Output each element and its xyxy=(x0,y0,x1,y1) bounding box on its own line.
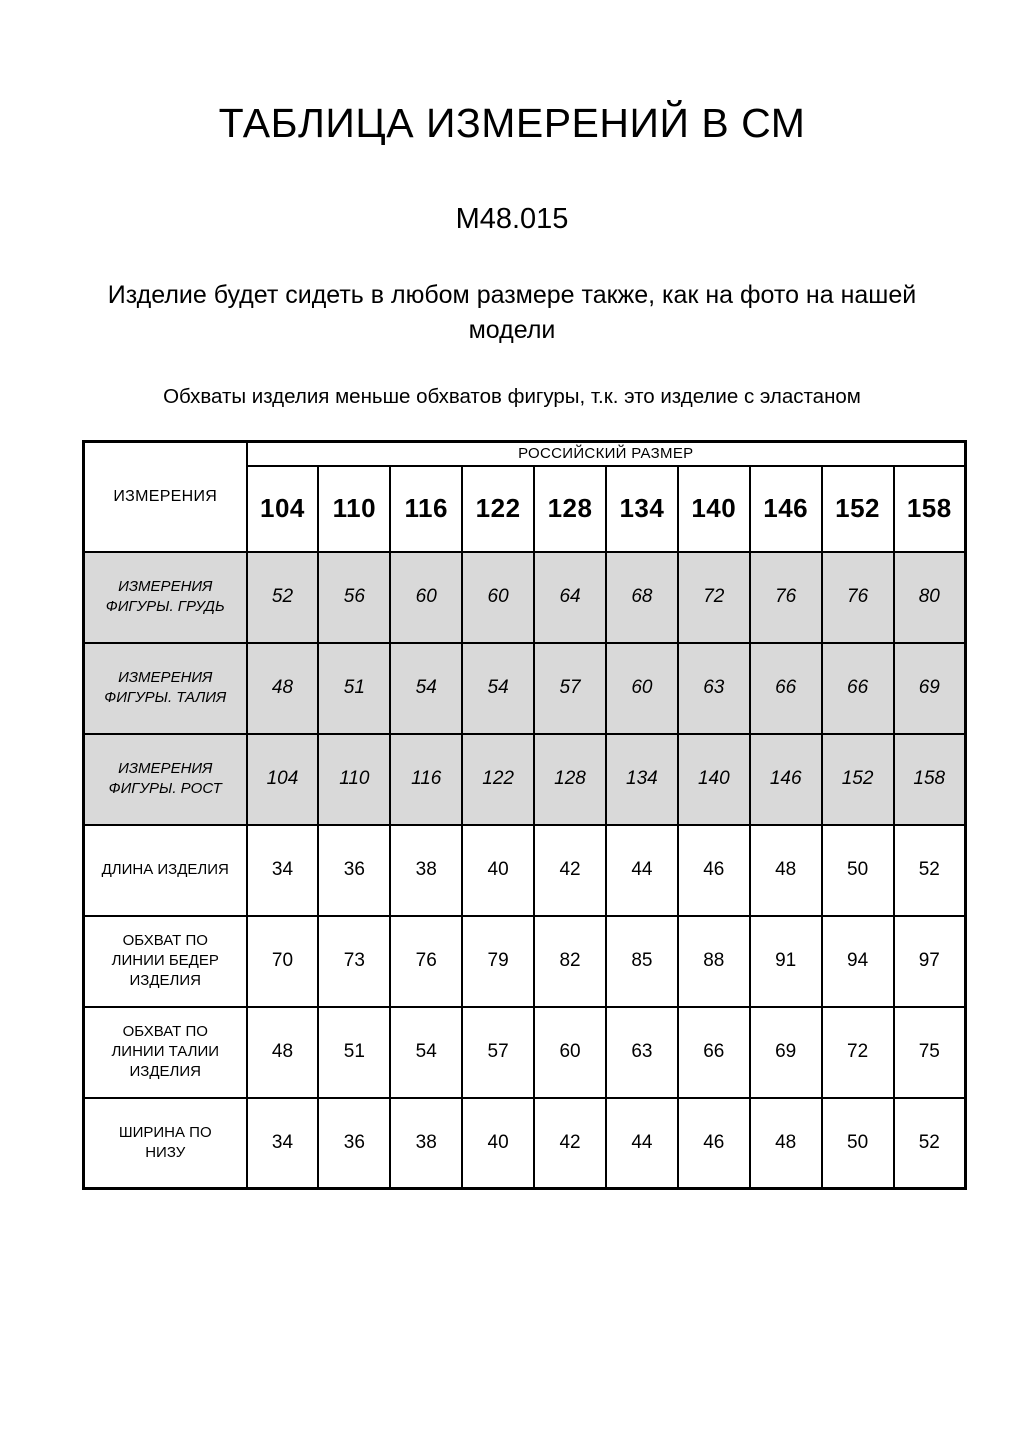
value-cell: 52 xyxy=(894,1098,966,1189)
size-column-header: 140 xyxy=(678,466,750,552)
value-cell: 57 xyxy=(462,1007,534,1098)
page-title: ТАБЛИЦА ИЗМЕРЕНИЙ В СМ xyxy=(218,100,806,146)
size-column-header: 110 xyxy=(318,466,390,552)
value-cell: 34 xyxy=(247,1098,319,1189)
value-cell: 51 xyxy=(318,1007,390,1098)
row-label-line: ИЗДЕЛИЯ xyxy=(129,972,201,990)
row-label-line: ИЗМЕРЕНИЯ xyxy=(118,759,213,777)
value-cell: 36 xyxy=(318,825,390,916)
row-label xyxy=(84,734,247,825)
value-cell: 140 xyxy=(678,734,750,825)
value-cell: 76 xyxy=(390,916,462,1007)
value-cell: 36 xyxy=(318,1098,390,1189)
value-cell: 38 xyxy=(390,1098,462,1189)
value-cell: 40 xyxy=(462,825,534,916)
value-cell: 66 xyxy=(822,643,894,734)
row-label-line: ОБХВАТ ПО xyxy=(122,1022,208,1040)
row-label-line: ИЗДЕЛИЯ xyxy=(129,1063,201,1081)
row-label xyxy=(84,916,247,1007)
value-cell: 122 xyxy=(462,734,534,825)
table-row xyxy=(84,734,966,825)
value-cell: 57 xyxy=(534,643,606,734)
value-cell: 42 xyxy=(534,1098,606,1189)
value-cell: 40 xyxy=(462,1098,534,1189)
value-cell: 34 xyxy=(247,825,319,916)
value-cell: 42 xyxy=(534,825,606,916)
value-cell: 52 xyxy=(894,825,966,916)
model-code: М48.015 xyxy=(455,203,569,236)
table-row xyxy=(84,916,966,1007)
table-row xyxy=(84,825,966,916)
row-label xyxy=(84,552,247,643)
russian-size-header: РОССИЙСКИЙ РАЗМЕР xyxy=(247,442,966,466)
value-cell: 97 xyxy=(894,916,966,1007)
value-cell: 51 xyxy=(318,643,390,734)
row-label xyxy=(84,1007,247,1098)
row-label-line: ШИРИНА ПО xyxy=(118,1123,212,1141)
table-row xyxy=(84,1007,966,1098)
row-label-line: ФИГУРЫ. ТАЛИЯ xyxy=(104,689,227,707)
row-label-line: ЛИНИИ БЕДЕР xyxy=(111,952,219,970)
value-cell: 63 xyxy=(678,643,750,734)
value-cell: 60 xyxy=(534,1007,606,1098)
value-cell: 63 xyxy=(606,1007,678,1098)
value-cell: 94 xyxy=(822,916,894,1007)
row-label-line: ДЛИНА ИЗДЕЛИЯ xyxy=(101,861,229,879)
size-column-header: 104 xyxy=(247,466,319,552)
value-cell: 128 xyxy=(534,734,606,825)
row-label xyxy=(84,825,247,916)
value-cell: 50 xyxy=(822,825,894,916)
value-cell: 48 xyxy=(247,643,319,734)
value-cell: 60 xyxy=(606,643,678,734)
table-row xyxy=(84,643,966,734)
value-cell: 104 xyxy=(247,734,319,825)
value-cell: 54 xyxy=(462,643,534,734)
value-cell: 91 xyxy=(750,916,822,1007)
row-label-line: НИЗУ xyxy=(145,1143,186,1161)
value-cell: 38 xyxy=(390,825,462,916)
value-cell: 88 xyxy=(678,916,750,1007)
value-cell: 44 xyxy=(606,825,678,916)
measurements-table xyxy=(82,440,967,1190)
size-column-header: 158 xyxy=(894,466,966,552)
value-cell: 66 xyxy=(678,1007,750,1098)
size-column-header: 152 xyxy=(822,466,894,552)
value-cell: 76 xyxy=(822,552,894,643)
value-cell: 75 xyxy=(894,1007,966,1098)
value-cell: 73 xyxy=(318,916,390,1007)
value-cell: 66 xyxy=(750,643,822,734)
value-cell: 79 xyxy=(462,916,534,1007)
table-header-row xyxy=(84,442,966,466)
value-cell: 54 xyxy=(390,643,462,734)
value-cell: 46 xyxy=(678,1098,750,1189)
elastane-note: Обхваты изделия меньше обхватов фигуры, т.к. это изделие с эластаном xyxy=(163,385,861,409)
row-label xyxy=(84,1098,247,1189)
size-column-header: 128 xyxy=(534,466,606,552)
value-cell: 146 xyxy=(750,734,822,825)
value-cell: 134 xyxy=(606,734,678,825)
value-cell: 82 xyxy=(534,916,606,1007)
row-label-line: ИЗМЕРЕНИЯ xyxy=(118,668,213,686)
row-label-line: ИЗМЕРЕНИЯ xyxy=(118,577,213,595)
measurements-column-header: ИЗМЕРЕНИЯ xyxy=(84,442,247,552)
fit-note: Изделие будет сидеть в любом размере также, как на фото на нашей модели xyxy=(107,281,917,344)
value-cell: 48 xyxy=(750,825,822,916)
value-cell: 72 xyxy=(678,552,750,643)
value-cell: 70 xyxy=(247,916,319,1007)
size-column-header: 146 xyxy=(750,466,822,552)
row-label-line: ФИГУРЫ. ГРУДЬ xyxy=(105,598,225,616)
value-cell: 64 xyxy=(534,552,606,643)
value-cell: 72 xyxy=(822,1007,894,1098)
table-row xyxy=(84,552,966,643)
size-column-header: 134 xyxy=(606,466,678,552)
table-row xyxy=(84,1098,966,1189)
value-cell: 152 xyxy=(822,734,894,825)
value-cell: 60 xyxy=(390,552,462,643)
value-cell: 110 xyxy=(318,734,390,825)
value-cell: 44 xyxy=(606,1098,678,1189)
value-cell: 46 xyxy=(678,825,750,916)
size-column-header: 116 xyxy=(390,466,462,552)
value-cell: 116 xyxy=(390,734,462,825)
value-cell: 158 xyxy=(894,734,966,825)
value-cell: 50 xyxy=(822,1098,894,1189)
value-cell: 60 xyxy=(462,552,534,643)
value-cell: 85 xyxy=(606,916,678,1007)
value-cell: 68 xyxy=(606,552,678,643)
row-label xyxy=(84,643,247,734)
value-cell: 48 xyxy=(750,1098,822,1189)
value-cell: 80 xyxy=(894,552,966,643)
row-label-line: ОБХВАТ ПО xyxy=(122,931,208,949)
row-label-line: ФИГУРЫ. РОСТ xyxy=(108,780,222,798)
value-cell: 48 xyxy=(247,1007,319,1098)
row-label-line: ЛИНИИ ТАЛИИ xyxy=(111,1043,220,1061)
value-cell: 56 xyxy=(318,552,390,643)
value-cell: 69 xyxy=(894,643,966,734)
value-cell: 52 xyxy=(247,552,319,643)
value-cell: 54 xyxy=(390,1007,462,1098)
value-cell: 69 xyxy=(750,1007,822,1098)
value-cell: 76 xyxy=(750,552,822,643)
size-column-header: 122 xyxy=(462,466,534,552)
